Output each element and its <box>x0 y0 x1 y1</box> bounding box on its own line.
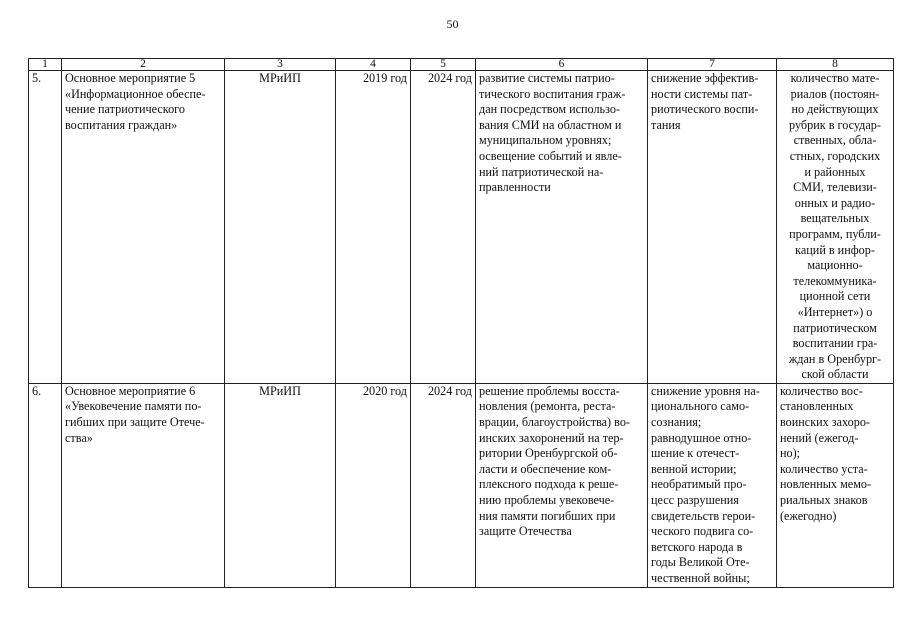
column-header: 7 <box>648 59 777 71</box>
consequence-cell: снижение уровня на- ционального само- сознания; равнодушное отно- шение к отечест- венной истории; необратимый про- цесс разрушения свидетельств герои- ческого подвига со- ветского народа в годы Великой Оте- чественной войны; <box>648 383 777 587</box>
indicator-cell: количество вос- становленных воинских захоро- нений (ежегод- но); количество уста- новленных мемо- риальных знаков (ежегодно) <box>777 383 894 587</box>
column-header: 2 <box>62 59 225 71</box>
column-header: 3 <box>225 59 336 71</box>
table-row <box>29 383 894 587</box>
column-header: 8 <box>777 59 894 71</box>
start-year-cell: 2019 год <box>336 71 411 384</box>
page-number: 50 <box>446 17 459 31</box>
start-year-cell: 2020 год <box>336 383 411 587</box>
row-number-cell: 5. <box>29 71 62 384</box>
column-header: 6 <box>476 59 648 71</box>
expected-result-cell: решение проблемы восста- новления (ремонта, реста- врации, благоустройства) во- инских захоронений на тер- ритории Оренбургской об- ласти и обеспечение ком- плексного подхода к реше- нию проблемы увековече- ния памяти погибших при защите Отечества <box>476 383 648 587</box>
column-header: 5 <box>411 59 476 71</box>
consequence-cell: снижение эффектив- ности системы пат- риотического воспи- тания <box>648 71 777 384</box>
row-number-cell: 6. <box>29 383 62 587</box>
end-year-cell: 2024 год <box>411 71 476 384</box>
event-cell: Основное мероприятие 5 «Информационное обеспе- чение патриотического воспитания граждан» <box>62 71 225 384</box>
executor-cell: МРиИП <box>225 71 336 384</box>
column-header: 4 <box>336 59 411 71</box>
indicator-cell: количество мате- риалов (постоян- но действующих рубрик в государ- ственных, обла- стных, городских и районных СМИ, телевизи- онных и радио- вещательных программ, публи- каций в инфор- мационно- телекоммуника- ционной сети «Интернет») о патриотическом воспитании гра- ждан в Оренбург- ской области <box>777 71 894 384</box>
event-cell: Основное мероприятие 6 «Увековечение памяти по- гибших при защите Отече- ства» <box>62 383 225 587</box>
column-header: 1 <box>29 59 62 71</box>
events-table <box>28 58 894 588</box>
executor-cell: МРиИП <box>225 383 336 587</box>
expected-result-cell: развитие системы патрио- тического воспитания граж- дан посредством использо- вания СМИ на областном и муниципальном уровнях; освещение событий и явле- ний патриотической на- правленности <box>476 71 648 384</box>
end-year-cell: 2024 год <box>411 383 476 587</box>
column-number-row <box>29 59 894 71</box>
table-row <box>29 71 894 384</box>
